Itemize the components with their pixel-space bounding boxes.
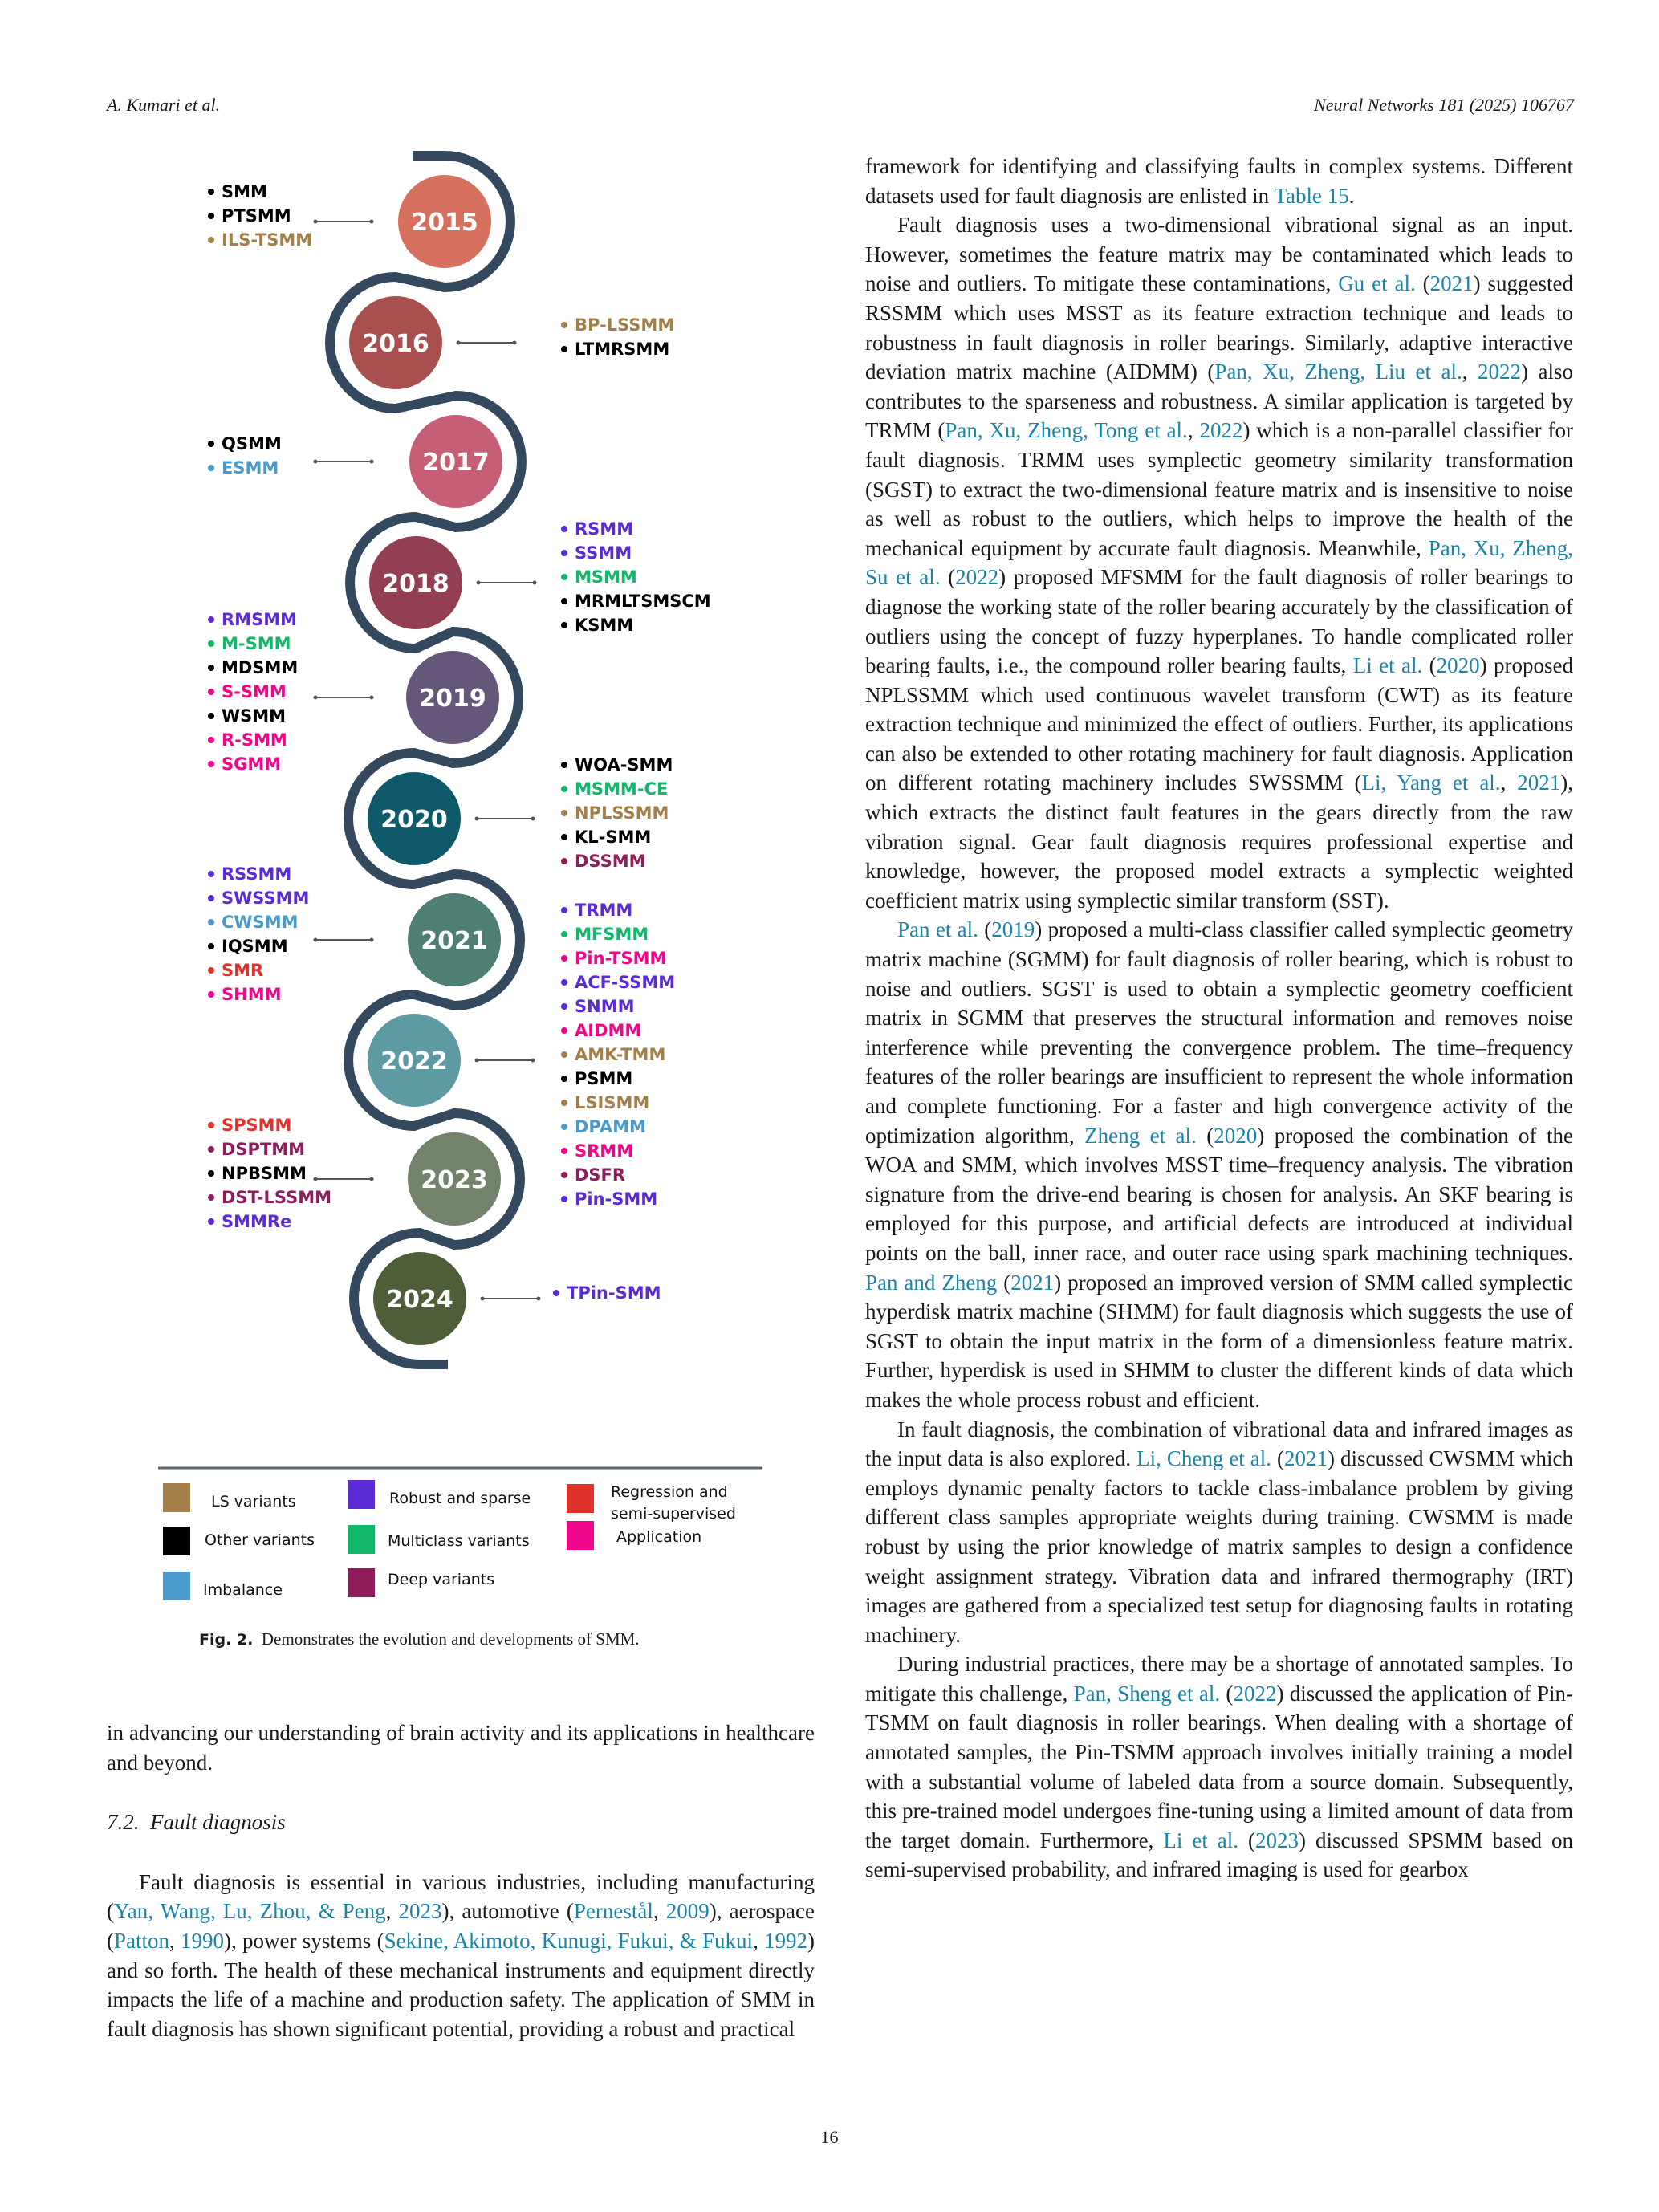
connector-end <box>513 341 517 345</box>
connector-end <box>314 1177 318 1181</box>
bullet-icon <box>561 598 567 604</box>
section-number: 7.2. <box>107 1810 140 1835</box>
bullet-icon <box>208 689 214 695</box>
bullet-icon <box>561 834 567 840</box>
paragraph <box>865 915 1573 1414</box>
text-run: ( <box>1196 1123 1214 1148</box>
variant-label: AIDMM <box>575 1021 642 1040</box>
bullet-icon <box>561 622 567 628</box>
connector-end <box>531 817 535 821</box>
variant-label: MRMLTSMSCM <box>575 592 711 611</box>
variant-label: TPin-SMM <box>567 1283 661 1303</box>
timeline-year-2023 <box>314 1132 502 1226</box>
legend <box>163 1480 736 1600</box>
citation-link[interactable]: 2022 <box>1478 360 1522 384</box>
bullet-icon <box>208 189 214 195</box>
legend-label: Application <box>616 1528 702 1546</box>
legend-swatch <box>163 1572 190 1600</box>
year-label: 2018 <box>382 570 449 598</box>
bullet-icon <box>561 762 567 768</box>
year-label: 2020 <box>380 806 448 834</box>
connector-end <box>533 581 537 585</box>
bullet-icon <box>561 1124 567 1130</box>
variant-label: R-SMM <box>222 730 287 750</box>
text-run: Fault diagnosis is essential in various industries, including manufacturing ( <box>107 1869 815 1924</box>
text-run: ) proposed the combination of the WOA and SMM, which involves MSST time–frequency analysis. The vibration signature from the drive-end bearing is chosen for analysis. An SKF bearing is employed for this purpose, and artificial defects are introduced at individual points on the ball, inner race, and outer race using spark machining techniques. <box>865 1123 1573 1265</box>
legend-label: LS variants <box>211 1493 296 1511</box>
connector-end <box>314 696 318 700</box>
text-run: , <box>653 1899 666 1924</box>
year-label: 2019 <box>419 685 486 713</box>
text-run: ), which extracts the distinct fault features in the gears directly from the raw vibration signal. Gear fault diagnosis requires professional expertise and knowledge, however, the proposed model extracts a symplectic weighted coefficient matrix using symplectic similar transform (SST). <box>865 771 1573 913</box>
bullet-icon <box>208 237 214 243</box>
variant-label: KL-SMM <box>575 827 652 847</box>
variant-label: AMK-TMM <box>575 1045 666 1064</box>
variant-label: SMM <box>222 182 267 201</box>
bullet-icon <box>561 574 567 580</box>
variant-label: WOA-SMM <box>575 755 673 775</box>
text-run: , <box>385 1899 399 1924</box>
section-heading <box>107 1807 815 1837</box>
variant-label: S-SMM <box>222 682 287 701</box>
text-run: ) proposed a multi-class classifier called symplectic geometry matrix machine (SGMM) for fault diagnosis of roller bearing, which is robust to noise and outliers. SGST is used to obtain a symplectic geometry coefficient matrix in SGMM that preserves the structural information and removes noise interference while preventing the convergence problem. The time–frequency features of the roller bearings are insufficient to represent the whole information and complete functioning. For a faster and high convergence activity of the optimization algorithm, <box>865 917 1573 1148</box>
text-run: ( <box>1220 1681 1234 1706</box>
variant-label: DSSMM <box>575 852 646 871</box>
bullet-icon <box>208 616 214 623</box>
citation-link[interactable]: Yan, Wang, Lu, Zhou, & Peng <box>114 1899 386 1924</box>
connector-end <box>477 581 481 585</box>
bullet-icon <box>208 1194 214 1201</box>
text-run: ( <box>1415 271 1430 296</box>
text-run: ) also contributes to the sparseness and robustness. A similar application is targeted by TRMM ( <box>865 360 1573 443</box>
legend-swatch <box>567 1521 594 1550</box>
legend-swatch <box>348 1525 375 1554</box>
text-run: ), aerospace ( <box>107 1899 815 1953</box>
variant-label: ILS-TSMM <box>222 230 313 250</box>
bullet-icon <box>561 346 567 352</box>
citation-link[interactable]: Sekine, Akimoto, Kunugi, Fukui, & Fukui <box>384 1928 753 1953</box>
text-run: Fault diagnosis uses a two-dimensional vibrational signal as an input. However, sometimes the feature matrix may be contaminated which leads to noise and outliers. To mitigate these contaminations, <box>865 213 1573 296</box>
bullet-icon <box>208 1122 214 1128</box>
variant-label: DSFR <box>575 1165 626 1185</box>
bullet-icon <box>561 955 567 962</box>
legend-item <box>163 1572 283 1600</box>
variant-label: SWSSMM <box>222 888 310 908</box>
text-run: ) proposed an improved version of SMM called symplectic hyperdisk matrix machine (SHMM) for fault diagnosis which suggests the use of SGST to obtain the input matrix in the form of a dimensionless feature matrix. Further, hyperdisk is used in SHMM to cluster the different kinds of data which makes the whole process robust and efficient. <box>865 1270 1573 1412</box>
bullet-icon <box>208 895 214 901</box>
variant-label: SMR <box>222 961 264 980</box>
year-label: 2023 <box>421 1166 488 1194</box>
variant-label: SPSMM <box>222 1116 292 1135</box>
citation-link[interactable]: Pan, Xu, Zheng, Liu et al. <box>1214 360 1462 384</box>
bullet-icon <box>561 1100 567 1106</box>
citation-link[interactable]: Pernestål <box>573 1899 653 1924</box>
bullet-icon <box>208 665 214 671</box>
variant-label: NPLSSMM <box>575 803 669 823</box>
variant-label: RMSMM <box>222 610 297 629</box>
bullet-icon <box>208 441 214 447</box>
variant-label: QSMM <box>222 434 282 453</box>
bullet-icon <box>208 943 214 949</box>
variant-label: WSMM <box>222 706 287 726</box>
year-label: 2022 <box>380 1047 448 1076</box>
citation-link[interactable]: 2022 <box>1233 1681 1277 1706</box>
citation-link[interactable]: 2020 <box>1214 1123 1258 1148</box>
bullet-icon <box>208 465 214 471</box>
bullet-icon <box>208 919 214 925</box>
year-label: 2024 <box>386 1286 453 1314</box>
legend-item <box>348 1525 530 1554</box>
bullet-icon <box>561 1196 567 1202</box>
text-run: . <box>1348 183 1355 208</box>
variant-label: SMMRe <box>222 1212 292 1231</box>
bullet-icon <box>208 761 214 767</box>
variant-label: DSPTMM <box>222 1140 306 1159</box>
legend-item <box>567 1483 736 1523</box>
legend-label: semi-supervised <box>611 1505 736 1523</box>
timeline-year-2024 <box>373 1252 541 1345</box>
text-run: ), automotive ( <box>441 1899 574 1924</box>
citation-link[interactable]: Table 15 <box>1274 183 1349 208</box>
variant-label: CWSMM <box>222 913 299 932</box>
text-run: , <box>1462 360 1478 384</box>
text-run: ) proposed MFSMM for the fault diagnosis of roller bearings to diagnose the working state of the roller bearing accurately by the classification of outliers using the concept of fuzzy hyperplanes. To handle complicated roller bearing faults, i.e., the compound roller bearing faults, <box>865 565 1573 678</box>
section-title: Fault diagnosis <box>150 1810 286 1835</box>
bullet-icon <box>561 1148 567 1154</box>
citation-link[interactable]: Li et al. <box>1352 653 1423 678</box>
citation-link[interactable]: 2022 <box>955 565 999 590</box>
connector-end <box>370 220 374 224</box>
variant-label: SGMM <box>222 754 282 774</box>
variant-label: PTSMM <box>222 206 291 226</box>
year-label: 2021 <box>421 927 488 955</box>
paragraph <box>107 1868 815 2044</box>
connector-end <box>531 1059 535 1063</box>
timeline-year-2018 <box>369 536 537 629</box>
bullet-icon <box>561 810 567 816</box>
variant-label: RSMM <box>575 519 634 539</box>
variant-label: KSMM <box>575 616 634 635</box>
connector-end <box>370 1177 374 1181</box>
legend-swatch <box>163 1483 190 1512</box>
connector-end <box>537 1297 541 1301</box>
paragraph <box>865 1649 1573 1885</box>
bullet-icon <box>561 1027 567 1034</box>
variant-label: Pin-TSMM <box>575 949 667 968</box>
text-run: ) which is a non-parallel classifier for fault diagnosis. TRMM uses symplectic geometry similarity transformation (SGST) to extract the two-dimensional feature matrix and is insensitive to noise as well as robust to the outliers, which helps to improve the health of the mechanical equipment by accurate fault diagnosis. Meanwhile, <box>865 418 1574 560</box>
text-run: ) and so forth. The health of these mechanical instruments and equipment directly impacts the life of a machine and production safety. The application of SMM in fault diagnosis has shown significant potential, providing a robust and practical <box>107 1928 815 2041</box>
connector-end <box>314 220 318 224</box>
text-run: During industrial practices, there may be a shortage of annotated samples. To mitigate this challenge, <box>865 1652 1573 1706</box>
text-run: , <box>169 1928 181 1953</box>
text-run: ( <box>940 565 956 590</box>
variant-label: MSMM <box>575 567 637 587</box>
bullet-icon <box>561 1051 567 1058</box>
bullet-icon <box>561 1003 567 1010</box>
bullet-icon <box>561 1076 567 1082</box>
variant-label: RSSMM <box>222 864 292 884</box>
connector-end <box>475 817 479 821</box>
legend-label: Other variants <box>205 1531 315 1549</box>
caption-label: Fig. 2. <box>199 1631 254 1649</box>
text-run: ), power systems ( <box>224 1928 384 1953</box>
bullet-icon <box>561 1172 567 1178</box>
connector-end <box>457 341 461 345</box>
variant-label: SSMM <box>575 543 632 563</box>
citation-link[interactable]: 2022 <box>1199 418 1243 443</box>
citation-link[interactable]: Pan and Zheng <box>865 1270 998 1295</box>
text-run: ) suggested RSSMM which uses MSST as its feature extraction technique and leads to robustness in fault diagnosis in roller bearings. Similarly, adaptive interactive deviation matrix machine (AIDMM) ( <box>865 271 1573 384</box>
citation-link[interactable]: Li, Yang et al. <box>1361 771 1501 795</box>
timeline-year-2015 <box>314 175 492 268</box>
citation-link[interactable]: 1992 <box>764 1928 808 1953</box>
legend-item <box>348 1568 494 1597</box>
citation-link[interactable]: 2021 <box>1517 771 1561 795</box>
connector-end <box>475 1059 479 1063</box>
running-header-authors: A. Kumari et al. <box>107 95 221 115</box>
variant-label: BP-LSSMM <box>575 315 675 335</box>
bullet-icon <box>561 322 567 328</box>
legend-item <box>163 1527 315 1555</box>
variant-label: Pin-SMM <box>575 1189 658 1209</box>
caption-text: Demonstrates the evolution and developments of SMM. <box>261 1629 640 1649</box>
year-label: 2017 <box>422 449 490 477</box>
variant-label: ACF-SSMM <box>575 973 676 992</box>
variant-label: M-SMM <box>222 634 291 653</box>
variant-label: NPBSMM <box>222 1164 307 1183</box>
left-text-column <box>107 1718 815 2043</box>
legend-item <box>163 1483 296 1512</box>
variant-label: MDSMM <box>222 658 299 677</box>
paragraph <box>865 1415 1573 1650</box>
citation-link[interactable]: Pan, Xu, Zheng, Tong et al. <box>945 418 1188 443</box>
variant-label: SHMM <box>222 985 282 1004</box>
bullet-icon <box>561 907 567 913</box>
bullet-icon <box>208 640 214 647</box>
legend-label: Deep variants <box>388 1571 495 1588</box>
citation-link[interactable]: 2021 <box>1010 1270 1055 1295</box>
variant-label: LSISMM <box>575 1093 650 1112</box>
text-run: , <box>1187 418 1200 443</box>
connector-end <box>314 938 318 942</box>
year-label: 2015 <box>411 209 478 237</box>
running-header-journal: Neural Networks 181 (2025) 106767 <box>1314 95 1574 115</box>
variant-label: DPAMM <box>575 1117 646 1136</box>
citation-link[interactable]: 2023 <box>1255 1828 1299 1852</box>
timeline-year-2021 <box>314 893 502 986</box>
citation-link[interactable]: Gu et al. <box>1338 271 1416 296</box>
legend-item <box>567 1521 701 1550</box>
variant-label: TRMM <box>575 901 633 920</box>
legend-label: Regression and <box>611 1483 728 1501</box>
bullet-icon <box>561 786 567 792</box>
timeline-year-2022 <box>368 1014 535 1107</box>
citation-link[interactable]: Zheng et al. <box>1084 1123 1197 1148</box>
citation-link[interactable]: Patton <box>114 1928 170 1953</box>
paragraph <box>865 152 1573 210</box>
legend-label: Robust and sparse <box>389 1490 531 1507</box>
bullet-icon <box>208 1146 214 1153</box>
bullet-icon <box>561 931 567 937</box>
paragraph <box>865 210 1573 915</box>
text-run: , <box>752 1928 765 1953</box>
bullet-icon <box>561 979 567 986</box>
citation-link[interactable]: Pan et al. <box>897 917 978 942</box>
bullet-icon <box>208 1170 214 1177</box>
paragraph <box>107 1718 815 1777</box>
legend-swatch <box>163 1527 190 1555</box>
citation-link[interactable]: 2020 <box>1436 653 1480 678</box>
text-run: framework for identifying and classifying faults in complex systems. Different datasets used for fault diagnosis are enlisted in <box>865 154 1573 208</box>
variant-label: SNMM <box>575 997 635 1016</box>
figure-caption <box>199 1629 640 1649</box>
text-run: ( <box>978 917 992 942</box>
citation-link[interactable]: 2009 <box>665 1899 710 1924</box>
text-run: in advancing our understanding of brain activity and its applications in healthcare and beyond. <box>107 1721 815 1775</box>
citation-link[interactable]: 1990 <box>181 1928 225 1953</box>
timeline-year-2017 <box>314 415 503 508</box>
bullet-icon <box>208 737 214 743</box>
citation-link[interactable]: 2021 <box>1284 1446 1328 1471</box>
connector-end <box>314 460 318 464</box>
citation-link[interactable]: Li et al. <box>1163 1828 1239 1852</box>
bullet-icon <box>208 991 214 998</box>
bullet-icon <box>208 871 214 877</box>
timeline-year-2020 <box>368 772 535 865</box>
legend-label: Multiclass variants <box>388 1532 530 1550</box>
legend-item <box>348 1480 531 1509</box>
bullet-icon <box>208 967 214 974</box>
page-number: 16 <box>820 2127 839 2147</box>
variant-label: MFSMM <box>575 925 649 944</box>
bullet-icon <box>561 858 567 864</box>
connector-end <box>481 1297 485 1301</box>
legend-swatch <box>348 1480 375 1509</box>
citation-link[interactable]: Li, Cheng et al. <box>1136 1446 1272 1471</box>
citation-link[interactable]: Pan, Sheng et al. <box>1073 1681 1221 1706</box>
text-run: ) discussed the application of Pin-TSMM on fault diagnosis in roller bearings. When dealing with a shortage of annotated samples, the Pin-TSMM approach involves initially training a model with a substantial volume of labeled data from a source domain. Subsequently, this pre-trained model undergoes fine-tuning using a limited amount of data from the target domain. Furthermore, <box>865 1681 1573 1852</box>
text-run: ( <box>1422 653 1437 678</box>
timeline-year-2016 <box>349 296 517 389</box>
text-run: ) discussed SPSMM based on semi-supervised probability, and infrared imaging is used for gearbox <box>865 1828 1573 1882</box>
legend-label: Imbalance <box>203 1581 283 1599</box>
text-run: ) discussed CWSMM which employs dynamic penalty factors to tackle class-imbalance problem by giving different class samples appropriate weights during training. CWSMM is made robust by using the prior knowledge of matrix samples to design a confidence weight assignment strategy. Vibration data and infrared thermography (IRT) images are gathered from a specialized test setup for diagnosing faults in rotating machinery. <box>865 1446 1573 1647</box>
text-run: ( <box>997 1270 1011 1295</box>
bullet-icon <box>561 526 567 532</box>
variant-label: IQSMM <box>222 937 288 956</box>
text-run: ( <box>1271 1446 1285 1471</box>
bullet-icon <box>561 550 567 556</box>
variant-label: PSMM <box>575 1069 633 1088</box>
variant-label: DST-LSSMM <box>222 1188 331 1207</box>
citation-link[interactable]: 2019 <box>991 917 1035 942</box>
bullet-icon <box>208 1218 214 1225</box>
year-label: 2016 <box>362 330 429 358</box>
connector-end <box>370 696 374 700</box>
citation-link[interactable]: Pan, Xu, Zheng, Su et al. <box>865 535 1574 590</box>
bullet-icon <box>553 1290 559 1296</box>
legend-swatch <box>567 1484 594 1513</box>
text-run: ( <box>1238 1828 1256 1852</box>
text-run: ) proposed NPLSSMM which used continuous wavelet transform (CWT) as its feature extraction technique and minimized the effect of outliers. Further, its applications can also be extended to other rotating machinery for fault diagnosis. Application on different rotating machinery includes SWSSMM ( <box>865 653 1573 795</box>
text-run: , <box>1500 771 1518 795</box>
text-run: In fault diagnosis, the combination of vibrational data and infrared images as the input data is also explored. <box>865 1417 1573 1471</box>
variant-label: MSMM-CE <box>575 779 669 799</box>
variant-label: ESMM <box>222 458 279 478</box>
right-text-column <box>865 152 1573 1885</box>
variant-label: SRMM <box>575 1141 634 1161</box>
citation-link[interactable]: 2021 <box>1429 271 1474 296</box>
bullet-icon <box>208 213 214 219</box>
citation-link[interactable]: 2023 <box>398 1899 442 1924</box>
timeline-year-2019 <box>314 651 500 744</box>
legend-swatch <box>348 1568 375 1597</box>
bullet-icon <box>208 713 214 719</box>
variant-label: LTMRSMM <box>575 340 670 359</box>
connector-end <box>370 460 374 464</box>
connector-end <box>370 938 374 942</box>
